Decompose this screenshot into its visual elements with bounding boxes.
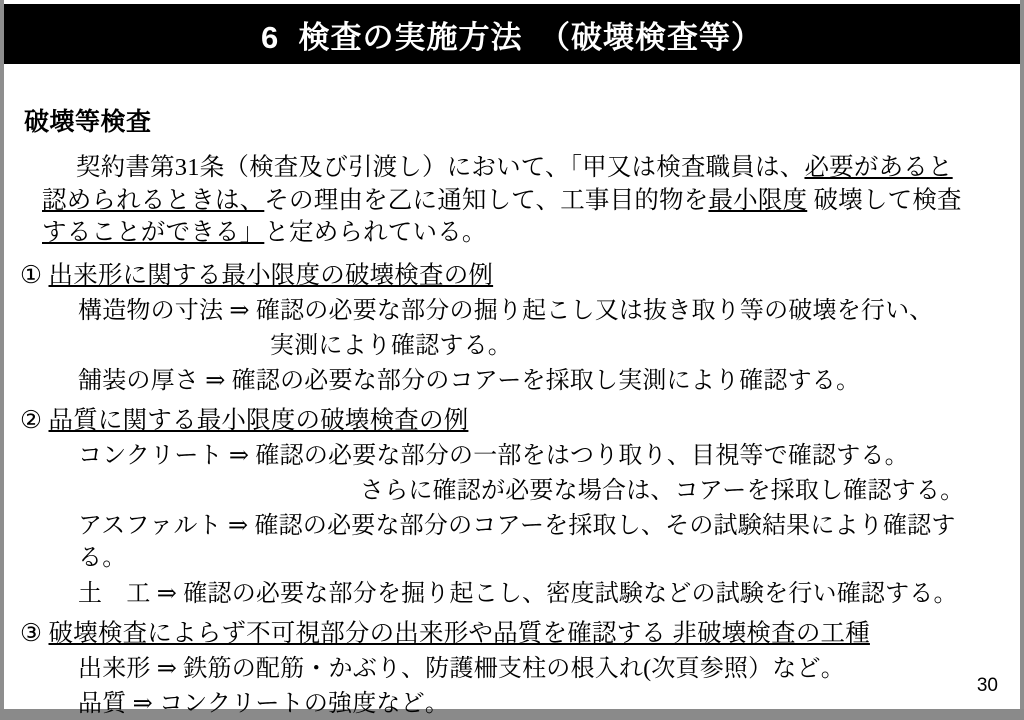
list-item [20, 260, 998, 292]
page-title: 6 検査の実施方法 （破壊検査等） [261, 19, 763, 55]
item-detail-line: 実測により確認する。 [270, 332, 512, 359]
item-detail-line: さらに確認が必要な場合は、コアーを採取し確認する。 [360, 478, 965, 505]
list-item [20, 618, 998, 650]
page-number: 30 [976, 675, 998, 696]
intro-line1-plain: 契約書第31条（検査及び引渡し）において、「甲又は検査職員は、 [76, 154, 805, 181]
list-item [20, 405, 998, 437]
intro-line-1 [20, 152, 998, 185]
item-detail-line: 土 工 ⇒ 確認の必要な部分を掘り起こし、密度試験などの試験を行い確認する。 [78, 580, 958, 607]
intro-line2-underlined-b: 最小限度 [708, 186, 808, 214]
item-detail-line: 品質 ⇒ コンクリートの強度など。 [78, 690, 450, 717]
intro-paragraph [20, 152, 998, 250]
item-heading: 出来形に関する最小限度の破壊検査の例 [48, 261, 494, 289]
section-heading: 破壊等検査 [24, 108, 152, 136]
intro-line1-underlined: 必要があると [804, 154, 953, 181]
intro-line-3 [20, 217, 998, 250]
item-detail-line: 舗装の厚さ ⇒ 確認の必要な部分のコアーを採取し実測により確認する。 [78, 367, 861, 394]
intro-line2-plain-b: 破壊して検査 [807, 186, 962, 214]
intro-line3-plain: と定められている。 [264, 219, 487, 247]
item-heading: 品質に関する最小限度の破壊検査の例 [48, 407, 469, 435]
item-heading: 破壊検査によらず不可視部分の出来形や品質を確認する 非破壊検査の工種 [48, 619, 870, 647]
intro-line-2 [20, 185, 998, 218]
item-detail-line: 出来形 ⇒ 鉄筋の配筋・かぶり、防護柵支柱の根入れ(次頁参照）など。 [78, 655, 845, 682]
item-marker: ① [20, 261, 43, 289]
intro-line2-underlined-a: 認められるときは、 [42, 186, 265, 214]
item-marker: ② [20, 407, 43, 435]
intro-line2-plain-a: その理由を乙に通知して、工事目的物を [264, 186, 709, 214]
slide-title-bar [4, 4, 1020, 64]
item-marker: ③ [20, 619, 43, 647]
item-detail-line: 構造物の寸法 ⇒ 確認の必要な部分の掘り起こし又は抜き取り等の破壊を行い、 [78, 297, 934, 324]
item-detail-line: コンクリート ⇒ 確認の必要な部分の一部をはつり取り、目視等で確認する。 [78, 442, 909, 469]
slide-body [4, 64, 1020, 717]
intro-line3-underlined: することができる」 [42, 219, 265, 247]
item-detail-line: アスファルト ⇒ 確認の必要な部分のコアーを採取し、その試験結果により確認する。 [78, 513, 956, 572]
